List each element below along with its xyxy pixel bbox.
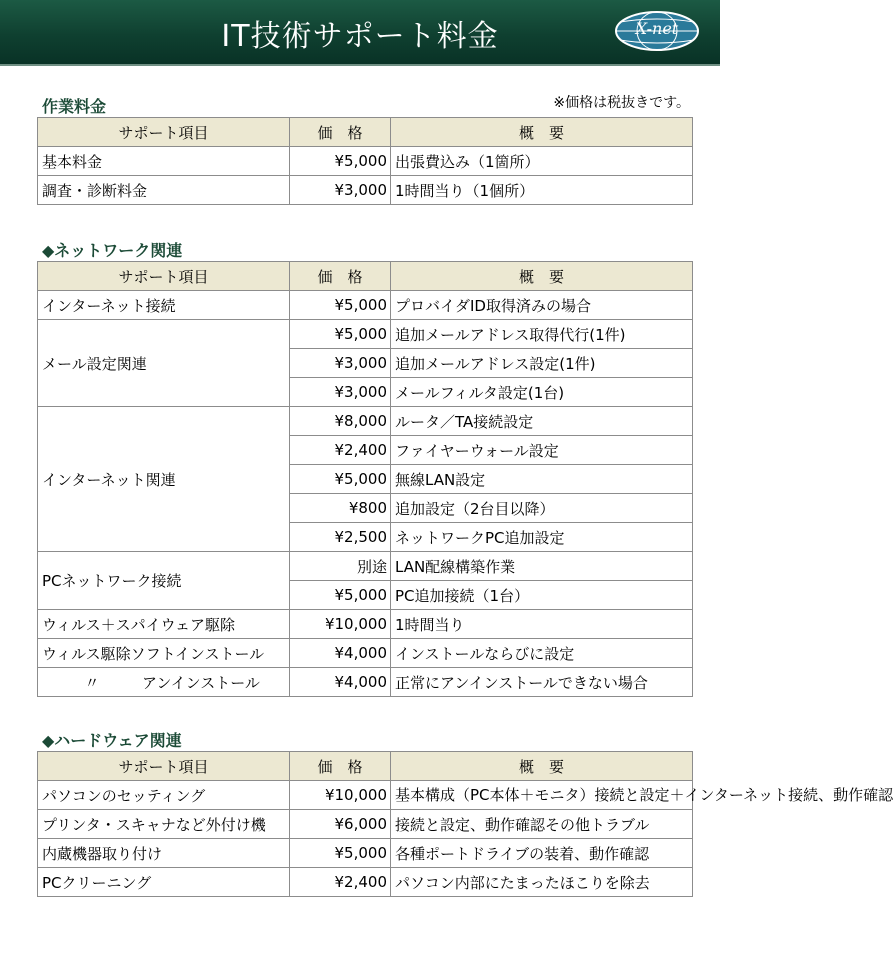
item-summary: 接続と設定、動作確認その他トラブル bbox=[391, 810, 693, 839]
item-summary: メールフィルタ設定(1台) bbox=[391, 378, 693, 407]
hardware-fee-table bbox=[37, 751, 893, 897]
item-summary: ネットワークPC追加設定 bbox=[391, 523, 693, 552]
table-row bbox=[38, 810, 693, 839]
column-header-price: 価 格 bbox=[290, 752, 391, 781]
item-summary: 無線LAN設定 bbox=[391, 465, 693, 494]
column-header-price: 価 格 bbox=[290, 118, 391, 147]
column-header-item: サポート項目 bbox=[38, 118, 290, 147]
column-header-summary: 概 要 bbox=[391, 118, 693, 147]
item-price: ¥3,000 bbox=[290, 378, 391, 407]
item-price: ¥5,000 bbox=[290, 147, 391, 176]
item-summary: LAN配線構築作業 bbox=[391, 552, 693, 581]
item-price: ¥4,000 bbox=[290, 668, 391, 697]
table-row bbox=[38, 552, 693, 581]
table-row bbox=[38, 320, 693, 349]
item-name: 基本料金 bbox=[38, 147, 290, 176]
item-summary: ファイヤーウォール設定 bbox=[391, 436, 693, 465]
table-row bbox=[38, 291, 693, 320]
item-name: PCネットワーク接続 bbox=[38, 552, 290, 610]
item-summary: ルータ／TA接続設定 bbox=[391, 407, 693, 436]
table-row bbox=[38, 147, 693, 176]
item-name: ウィルス駆除ソフトインストール bbox=[38, 639, 290, 668]
item-summary: インストールならびに設定 bbox=[391, 639, 693, 668]
item-price: ¥10,000 bbox=[290, 610, 391, 639]
table-header-row bbox=[38, 118, 693, 147]
table-row bbox=[38, 639, 693, 668]
section-title-work: 作業料金 bbox=[42, 97, 107, 116]
item-price: ¥5,000 bbox=[290, 581, 391, 610]
item-summary: 各種ポートドライブの装着、動作確認 bbox=[391, 839, 693, 868]
item-price: ¥2,500 bbox=[290, 523, 391, 552]
item-name-uninstall bbox=[38, 668, 290, 697]
globe-logo-icon bbox=[614, 10, 700, 52]
item-summary: PC追加接続（1台） bbox=[391, 581, 693, 610]
item-name: ウィルス＋スパイウェア駆除 bbox=[38, 610, 290, 639]
table-row bbox=[38, 407, 693, 436]
item-summary: 1時間当り bbox=[391, 610, 693, 639]
item-price: ¥5,000 bbox=[290, 465, 391, 494]
item-price: ¥2,400 bbox=[290, 868, 391, 897]
item-price: 別途 bbox=[290, 552, 391, 581]
item-summary: 出張費込み（1箇所） bbox=[391, 147, 693, 176]
table-row bbox=[38, 839, 693, 868]
item-name: インターネット接続 bbox=[38, 291, 290, 320]
work-fee-table bbox=[37, 117, 693, 205]
item-price: ¥10,000 bbox=[290, 781, 391, 810]
column-header-item: サポート項目 bbox=[38, 262, 290, 291]
item-summary: パソコン内部にたまったほこりを除去 bbox=[391, 868, 693, 897]
item-summary: 1時間当り（1個所） bbox=[391, 176, 693, 205]
item-name: プリンタ・スキャナなど外付け機 bbox=[38, 810, 290, 839]
item-summary: 追加メールアドレス取得代行(1件) bbox=[391, 320, 693, 349]
column-header-item: サポート項目 bbox=[38, 752, 290, 781]
item-price: ¥2,400 bbox=[290, 436, 391, 465]
network-fee-table bbox=[37, 261, 693, 697]
table-row bbox=[38, 668, 693, 697]
item-summary: 正常にアンインストールできない場合 bbox=[391, 668, 693, 697]
item-summary: プロバイダID取得済みの場合 bbox=[391, 291, 693, 320]
item-name: アンインストール bbox=[142, 673, 260, 692]
item-price: ¥5,000 bbox=[290, 839, 391, 868]
item-summary: 基本構成（PC本体＋モニタ）接続と設定＋インターネット接続、動作確認 bbox=[391, 781, 693, 810]
section-title-network: ◆ネットワーク関連 bbox=[42, 241, 183, 260]
item-summary: 追加設定（2台目以降） bbox=[391, 494, 693, 523]
item-name: 調査・診断料金 bbox=[38, 176, 290, 205]
item-price: ¥8,000 bbox=[290, 407, 391, 436]
section-title-hardware: ◆ハードウェア関連 bbox=[42, 731, 182, 750]
item-name: PCクリーニング bbox=[38, 868, 290, 897]
item-name: 内蔵機器取り付け bbox=[38, 839, 290, 868]
column-header-price: 価 格 bbox=[290, 262, 391, 291]
page-title: IT技術サポート料金 bbox=[221, 19, 499, 54]
item-price: ¥800 bbox=[290, 494, 391, 523]
item-price: ¥3,000 bbox=[290, 349, 391, 378]
item-name: パソコンのセッティング bbox=[38, 781, 290, 810]
ditto-mark: 〃 bbox=[84, 673, 100, 692]
item-price: ¥4,000 bbox=[290, 639, 391, 668]
item-summary: 追加メールアドレス設定(1件) bbox=[391, 349, 693, 378]
table-row bbox=[38, 781, 693, 810]
column-header-summary: 概 要 bbox=[391, 262, 693, 291]
table-header-row bbox=[38, 262, 693, 291]
table-row bbox=[38, 868, 693, 897]
logo-text: X-net bbox=[635, 19, 679, 38]
item-price: ¥5,000 bbox=[290, 291, 391, 320]
tax-note: ※価格は税抜きです。 bbox=[553, 95, 690, 111]
item-price: ¥6,000 bbox=[290, 810, 391, 839]
table-header-row bbox=[38, 752, 693, 781]
column-header-summary: 概 要 bbox=[391, 752, 693, 781]
item-price: ¥5,000 bbox=[290, 320, 391, 349]
item-price: ¥3,000 bbox=[290, 176, 391, 205]
table-row bbox=[38, 176, 693, 205]
table-row bbox=[38, 610, 693, 639]
header-banner bbox=[0, 0, 720, 66]
item-name: メール設定関連 bbox=[38, 320, 290, 407]
item-name: インターネット関連 bbox=[38, 407, 290, 552]
